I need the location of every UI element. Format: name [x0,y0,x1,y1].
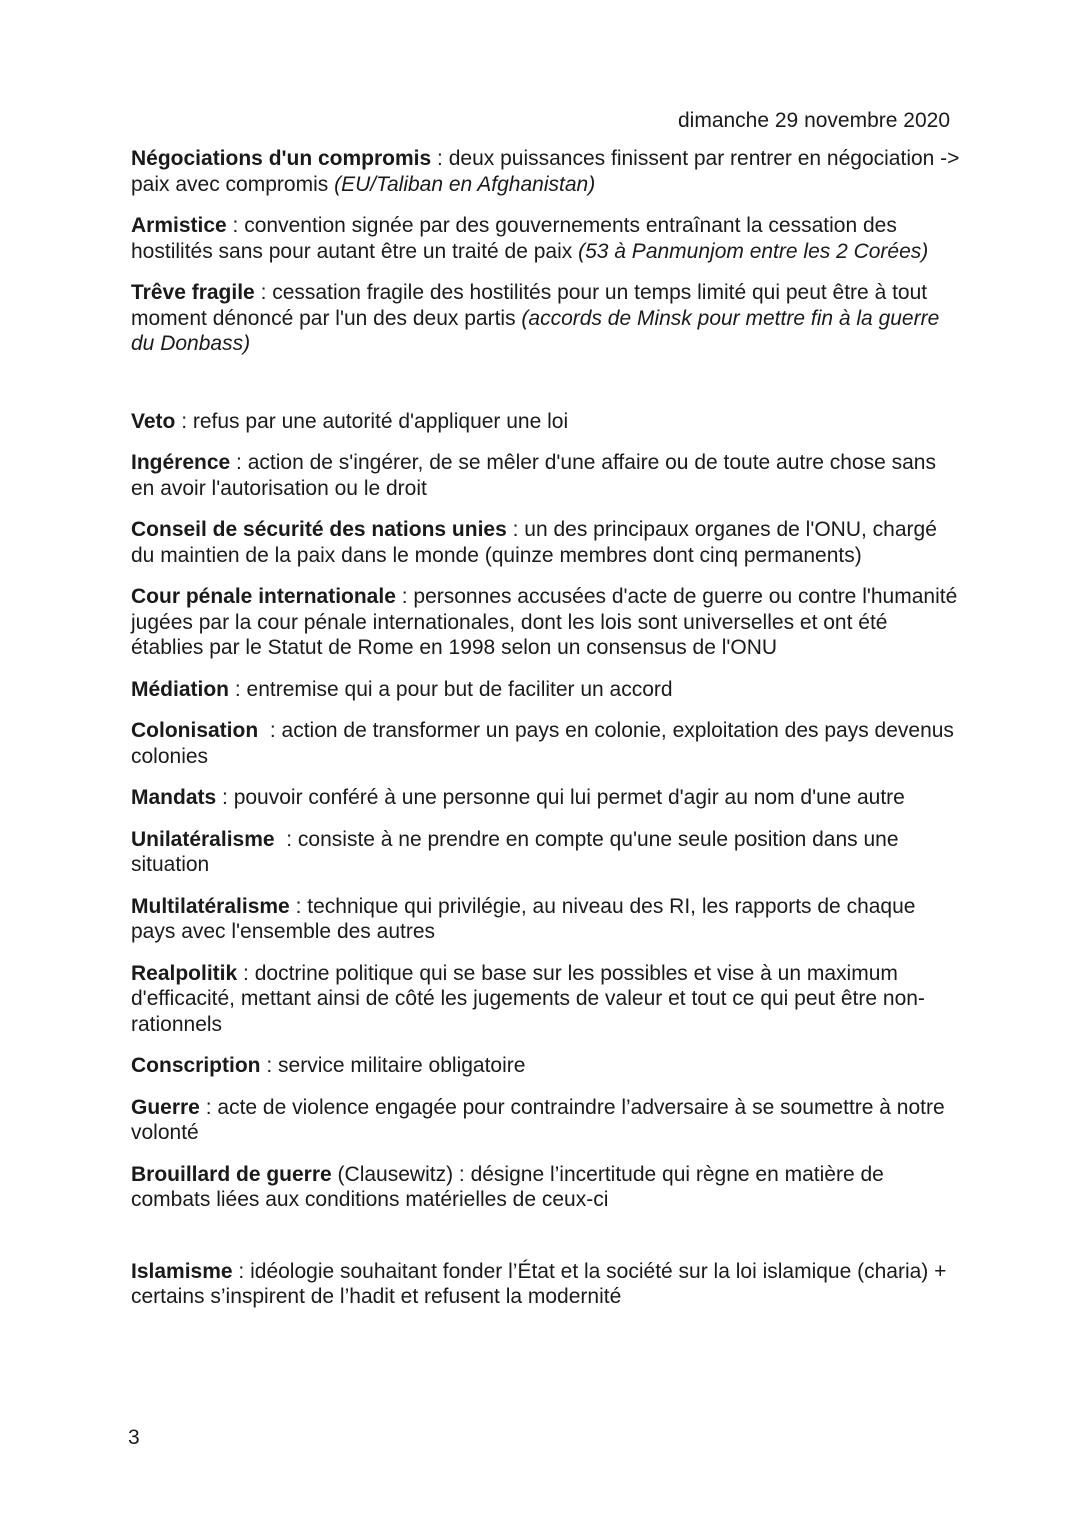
entry-example: (accords de Minsk pour mettre fin à la guerre du Donbass) [131,306,940,355]
entry-term: Négociations d'un compromis [131,147,432,170]
entry-definition: désigne l’incertitude qui règne en matière de combats liées aux conditions matérielles de ceux-ci [131,1162,884,1211]
entry-separator: : [289,894,308,918]
entry-term: Guerre [131,1095,200,1119]
glossary-entry [131,1162,961,1213]
entry-separator: : [254,281,273,304]
entry-term: Multilatéralisme [131,894,290,918]
glossary-entry [131,280,961,357]
glossary-entry [131,409,961,435]
entry-definition: cessation fragile des hostilités pour un temps limité qui peut être à tout moment dénoncé par l'un des deux partis [131,281,928,330]
glossary-entry [131,1259,961,1310]
entry-separator: : [216,786,234,809]
entry-definition: action de s'ingérer, de se mêler d'une affaire ou de toute autre chose sans en avoir l'autorisation ou le droit [131,451,936,500]
entry-term: Trêve fragile [131,281,255,304]
glossary-entry [131,1053,961,1079]
entry-definition: deux puissances finissent par rentrer en négociation -> paix avec compromis [131,147,960,196]
entry-separator: : [175,409,193,433]
document-date: dimanche 29 novembre 2020 [677,109,950,132]
entry-definition: technique qui privilégie, au niveau des RI, les rapports de chaque pays avec l'ensemble des autres [131,894,916,943]
entry-definition: personnes accusées d'acte de guerre ou contre l'humanité jugées par la cour pénale internationales, dont les lois sont universelles et ont été établies par le Statut de Rome en 1998 selon un consensus de l'ONU [131,585,958,659]
entry-definition: idéologie souhaitant fonder l’État et la société sur la loi islamique (charia) + certains s’inspirent de l’hadit et refusent la modernité [131,1259,947,1308]
page-number: 3 [128,1426,140,1449]
entry-term: Veto [131,409,176,433]
glossary-entry [131,718,961,769]
entry-separator: : [230,451,248,474]
entry-term: Armistice [131,214,227,237]
glossary-entry [131,584,961,661]
entry-separator: (Clausewitz) : [331,1162,471,1186]
glossary-entry [131,961,961,1038]
entry-separator: : [232,1259,251,1283]
entry-definition: pouvoir conféré à une personne qui lui permet d'agir au nom d'une autre [233,786,905,809]
entry-example: (53 à Panmunjom entre les 2 Corées) [578,239,929,263]
entry-term: Realpolitik [131,961,238,985]
entry-term: Médiation [131,677,229,701]
entry-term: Ingérence [131,451,231,474]
entry-separator: : [237,961,255,985]
entry-separator: : [229,677,247,701]
entry-term: Islamisme [131,1259,233,1283]
entry-separator: : [258,719,282,742]
entry-definition: entremise qui a pour but de faciliter un accord [246,677,673,701]
entry-definition: un des principaux organes de l'ONU, chargé du maintien de la paix dans le monde (quinze membres dont cinq permanents) [131,518,937,567]
glossary-entry [131,146,961,197]
glossary-entry [131,1095,961,1146]
entry-term: Conseil de sécurité des nations unies [131,518,507,541]
glossary [131,146,961,1326]
entry-definition: acte de violence engagée pour contraindre l’adversaire à se soumettre à notre volonté [131,1095,945,1144]
entry-separator: : [199,1095,218,1119]
entry-definition: action de transformer un pays en colonie, exploitation des pays devenus colonies [131,719,954,768]
entry-example: (EU/Taliban en Afghanistan) [334,172,596,196]
entry-separator: : [395,585,414,608]
entry-definition: service militaire obligatoire [278,1054,526,1077]
entry-term: Unilatéralisme [131,827,275,851]
glossary-entry [131,450,961,501]
entry-definition: refus par une autorité d'appliquer une loi [192,409,569,433]
entry-term: Mandats [131,786,217,809]
entry-separator: : [226,214,245,237]
entry-separator: : [274,827,298,851]
entry-term: Conscription [131,1054,261,1077]
entry-definition: convention signée par des gouvernements entraînant la cessation des hostilités sans pour autant être un traité de paix [131,214,897,263]
glossary-entry [131,213,961,264]
entry-definition: consiste à ne prendre en compte qu'une seule position dans une situation [131,827,899,876]
glossary-entry [131,785,961,811]
entry-separator: : [260,1054,279,1077]
entry-definition: doctrine politique qui se base sur les possibles et vise à un maximum d'efficacité, mettant ainsi de côté les jugements de valeur et tout ce qui peut être non-rationnels [131,961,925,1036]
glossary-entry [131,677,961,703]
entry-term: Cour pénale internationale [131,585,396,608]
glossary-entry [131,894,961,945]
entry-term: Brouillard de guerre [131,1162,332,1186]
entry-separator: : [431,147,449,170]
glossary-entry [131,517,961,568]
entry-separator: : [506,518,525,541]
entry-term: Colonisation [131,719,259,742]
glossary-entry [131,827,961,878]
